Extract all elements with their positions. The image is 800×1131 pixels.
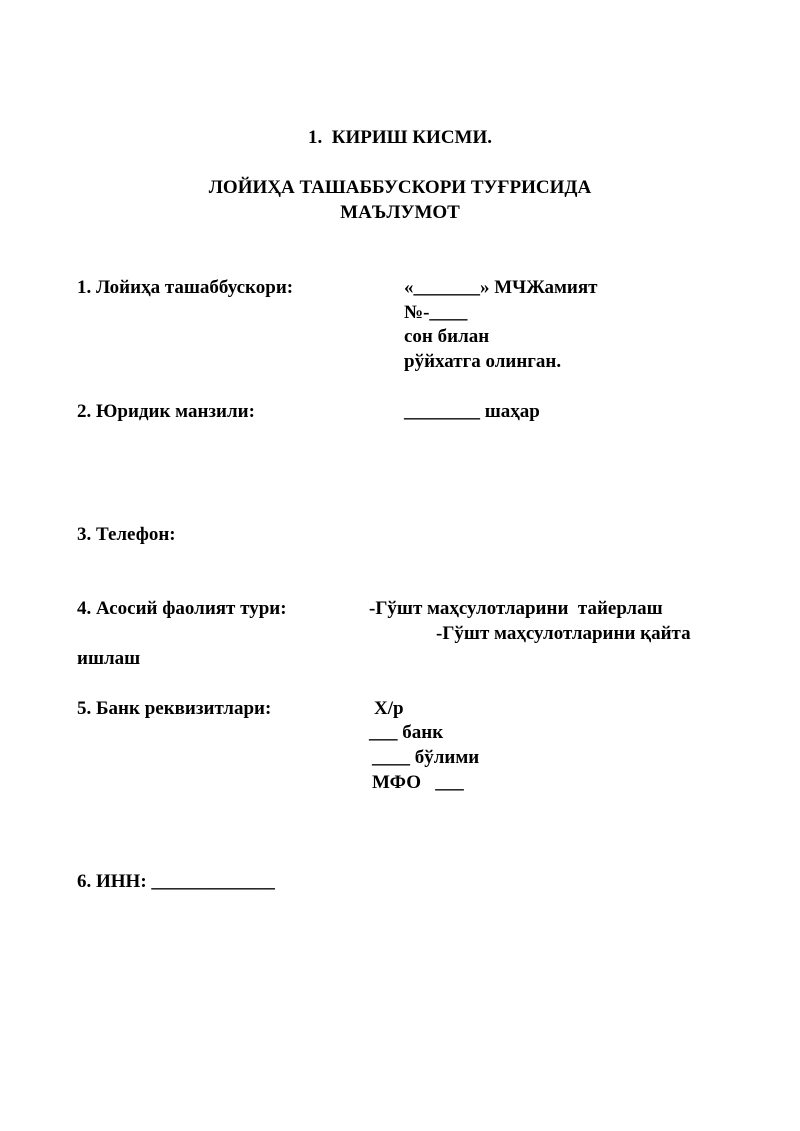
title-line-1: ЛОЙИҲА ТАШАББУСКОРИ ТУҒРИСИДА [208,177,592,198]
address-label: 2. Юридик манзили: [77,401,255,422]
activity-value-line-1: -Гўшт маҳсулотларини тайерлаш [369,598,663,619]
initiator-value-line-4: рўйхатга олинган. [404,351,562,372]
bank-value-line-2: ___ банк [369,722,444,743]
section-heading: 1. КИРИШ КИСМИ. [307,127,493,148]
phone-label: 3. Телефон: [77,524,176,545]
inn-label: 6. ИНН: _____________ [77,871,275,892]
bank-value-line-1: Х/р [374,698,404,719]
initiator-value-line-1: «_______» МЧЖамият [404,277,598,298]
initiator-value-line-2: №-____ [404,302,468,323]
bank-value-line-3: ____ бўлими [372,747,480,768]
address-value: ________ шаҳар [404,401,540,422]
activity-value-line-3: ишлаш [77,648,141,669]
initiator-label: 1. Лойиҳа ташаббускори: [77,277,294,298]
initiator-value-line-3: сон билан [404,326,490,347]
title-line-2: МАЪЛУМОТ [340,202,460,223]
bank-value-line-4: МФО ___ [372,772,464,793]
bank-label: 5. Банк реквизитлари: [77,698,272,719]
activity-label: 4. Асосий фаолият тури: [77,598,287,619]
activity-value-line-2: -Гўшт маҳсулотларини қайта [436,623,691,644]
